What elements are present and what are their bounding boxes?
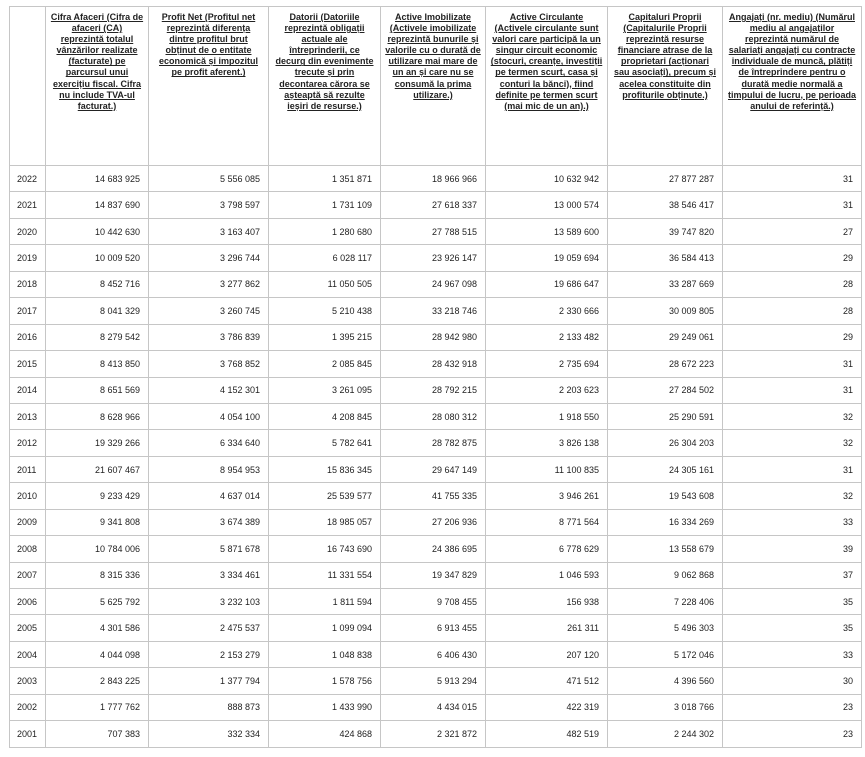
profit-net-cell: 3 277 862 <box>149 271 269 297</box>
active-circulante-cell: 482 519 <box>486 721 608 747</box>
year-cell: 2010 <box>10 483 46 509</box>
active-circulante-cell: 11 100 835 <box>486 456 608 482</box>
table-row <box>10 271 862 297</box>
angajati-cell: 31 <box>723 192 862 218</box>
capitaluri-proprii-cell: 33 287 669 <box>608 271 723 297</box>
table-body <box>10 166 862 748</box>
active-circulante-cell: 10 632 942 <box>486 166 608 192</box>
active-imobilizate-cell: 5 913 294 <box>381 668 486 694</box>
cifra-afaceri-cell: 19 329 266 <box>46 430 149 456</box>
capitaluri-proprii-cell: 2 244 302 <box>608 721 723 747</box>
capitaluri-proprii-cell: 19 543 608 <box>608 483 723 509</box>
table-row <box>10 615 862 641</box>
financial-data-table <box>9 6 862 748</box>
table-row <box>10 589 862 615</box>
table-row <box>10 298 862 324</box>
capitaluri-proprii-cell: 25 290 591 <box>608 403 723 429</box>
datorii-cell: 1 099 094 <box>269 615 381 641</box>
profit-net-cell: 3 674 389 <box>149 509 269 535</box>
angajati-cell: 29 <box>723 324 862 350</box>
active-imobilizate-cell: 9 708 455 <box>381 589 486 615</box>
active-imobilizate-cell: 27 618 337 <box>381 192 486 218</box>
datorii-cell: 1 351 871 <box>269 166 381 192</box>
cifra-afaceri-cell: 8 279 542 <box>46 324 149 350</box>
profit-net-cell: 4 152 301 <box>149 377 269 403</box>
active-imobilizate-cell: 27 206 936 <box>381 509 486 535</box>
active-circulante-cell: 422 319 <box>486 694 608 720</box>
datorii-cell: 1 048 838 <box>269 641 381 667</box>
angajati-cell: 35 <box>723 615 862 641</box>
active-imobilizate-cell: 41 755 335 <box>381 483 486 509</box>
profit-net-cell: 1 377 794 <box>149 668 269 694</box>
cifra-afaceri-cell: 8 413 850 <box>46 351 149 377</box>
table-row <box>10 166 862 192</box>
year-cell: 2006 <box>10 589 46 615</box>
table-row <box>10 483 862 509</box>
table-row <box>10 324 862 350</box>
datorii-cell: 4 208 845 <box>269 403 381 429</box>
cifra-afaceri-cell: 5 625 792 <box>46 589 149 615</box>
active-imobilizate-cell: 28 792 215 <box>381 377 486 403</box>
year-cell: 2005 <box>10 615 46 641</box>
angajati-cell: 31 <box>723 377 862 403</box>
cifra-afaceri-cell: 4 044 098 <box>46 641 149 667</box>
active-circulante-header: Active Circulante (Activele circulante sunt valori care participă la un singur circuit economic (stocuri, creanțe, investiții pe termen scurt, casa și conturi la bănci), fiind definite pe termen scurt (mai mic de un an).) <box>486 7 608 166</box>
capitaluri-proprii-cell: 36 584 413 <box>608 245 723 271</box>
profit-net-cell: 5 556 085 <box>149 166 269 192</box>
profit-net-cell: 8 954 953 <box>149 456 269 482</box>
active-circulante-cell: 19 686 647 <box>486 271 608 297</box>
cifra-afaceri-cell: 4 301 586 <box>46 615 149 641</box>
table-row <box>10 192 862 218</box>
active-imobilizate-cell: 28 942 980 <box>381 324 486 350</box>
year-cell: 2021 <box>10 192 46 218</box>
year-cell: 2018 <box>10 271 46 297</box>
active-circulante-cell: 2 203 623 <box>486 377 608 403</box>
year-cell: 2019 <box>10 245 46 271</box>
active-circulante-cell: 1 918 550 <box>486 403 608 429</box>
active-imobilizate-cell: 6 406 430 <box>381 641 486 667</box>
cifra-afaceri-cell: 707 383 <box>46 721 149 747</box>
angajati-cell: 32 <box>723 430 862 456</box>
capitaluri-proprii-cell: 30 009 805 <box>608 298 723 324</box>
active-circulante-cell: 8 771 564 <box>486 509 608 535</box>
year-cell: 2020 <box>10 218 46 244</box>
active-circulante-cell: 3 826 138 <box>486 430 608 456</box>
table-row <box>10 430 862 456</box>
cifra-afaceri-cell: 10 442 630 <box>46 218 149 244</box>
table-row <box>10 721 862 747</box>
angajati-cell: 35 <box>723 589 862 615</box>
year-cell: 2017 <box>10 298 46 324</box>
active-circulante-cell: 13 589 600 <box>486 218 608 244</box>
profit-net-cell: 3 798 597 <box>149 192 269 218</box>
profit-net-cell: 3 232 103 <box>149 589 269 615</box>
capitaluri-proprii-cell: 24 305 161 <box>608 456 723 482</box>
angajati-cell: 33 <box>723 509 862 535</box>
active-imobilizate-cell: 6 913 455 <box>381 615 486 641</box>
datorii-cell: 18 985 057 <box>269 509 381 535</box>
capitaluri-proprii-cell: 5 496 303 <box>608 615 723 641</box>
financial-table-container <box>9 6 862 748</box>
table-row <box>10 668 862 694</box>
angajati-cell: 37 <box>723 562 862 588</box>
cifra-afaceri-cell: 8 628 966 <box>46 403 149 429</box>
table-row <box>10 351 862 377</box>
profit-net-cell: 6 334 640 <box>149 430 269 456</box>
datorii-cell: 11 331 554 <box>269 562 381 588</box>
active-circulante-cell: 2 133 482 <box>486 324 608 350</box>
active-imobilizate-cell: 18 966 966 <box>381 166 486 192</box>
table-row <box>10 456 862 482</box>
capitaluri-proprii-cell: 38 546 417 <box>608 192 723 218</box>
active-imobilizate-cell: 28 080 312 <box>381 403 486 429</box>
active-imobilizate-cell: 24 386 695 <box>381 536 486 562</box>
datorii-cell: 16 743 690 <box>269 536 381 562</box>
active-imobilizate-cell: 29 647 149 <box>381 456 486 482</box>
angajati-cell: 29 <box>723 245 862 271</box>
angajati-cell: 32 <box>723 403 862 429</box>
table-row <box>10 536 862 562</box>
capitaluri-proprii-cell: 27 877 287 <box>608 166 723 192</box>
active-circulante-cell: 156 938 <box>486 589 608 615</box>
profit-net-cell: 3 334 461 <box>149 562 269 588</box>
year-cell: 2022 <box>10 166 46 192</box>
datorii-cell: 5 210 438 <box>269 298 381 324</box>
active-imobilizate-header: Active Imobilizate (Activele imobilizate reprezintă bunurile și valorile cu o durată de utilizare mai mare de un an și care nu se consumă la prima utilizare.) <box>381 7 486 166</box>
profit-net-cell: 4 054 100 <box>149 403 269 429</box>
active-imobilizate-cell: 24 967 098 <box>381 271 486 297</box>
active-imobilizate-cell: 28 782 875 <box>381 430 486 456</box>
angajati-cell: 33 <box>723 641 862 667</box>
datorii-cell: 1 578 756 <box>269 668 381 694</box>
datorii-cell: 1 811 594 <box>269 589 381 615</box>
profit-net-header: Profit Net (Profitul net reprezintă diferența dintre profitul brut obținut de o entitate economică și impozitul pe profit aferent.) <box>149 7 269 166</box>
cifra-afaceri-cell: 2 843 225 <box>46 668 149 694</box>
angajati-cell: 31 <box>723 166 862 192</box>
profit-net-cell: 888 873 <box>149 694 269 720</box>
profit-net-cell: 5 871 678 <box>149 536 269 562</box>
cifra-afaceri-header: Cifra Afaceri (Cifra de afaceri (CA) reprezintă totalul vânzărilor realizate (facturate) pe parcursul unui exercițiu fiscal. Cifra nu include TVA-ul facturat.) <box>46 7 149 166</box>
profit-net-cell: 3 768 852 <box>149 351 269 377</box>
active-circulante-cell: 1 046 593 <box>486 562 608 588</box>
year-cell: 2011 <box>10 456 46 482</box>
capitaluri-proprii-cell: 29 249 061 <box>608 324 723 350</box>
cifra-afaceri-cell: 8 651 569 <box>46 377 149 403</box>
cifra-afaceri-cell: 10 009 520 <box>46 245 149 271</box>
active-imobilizate-cell: 2 321 872 <box>381 721 486 747</box>
angajati-cell: 28 <box>723 298 862 324</box>
profit-net-cell: 3 296 744 <box>149 245 269 271</box>
table-row <box>10 245 862 271</box>
active-circulante-cell: 261 311 <box>486 615 608 641</box>
capitaluri-proprii-cell: 16 334 269 <box>608 509 723 535</box>
active-circulante-cell: 3 946 261 <box>486 483 608 509</box>
active-circulante-cell: 13 000 574 <box>486 192 608 218</box>
datorii-cell: 2 085 845 <box>269 351 381 377</box>
active-circulante-cell: 2 735 694 <box>486 351 608 377</box>
table-row <box>10 694 862 720</box>
active-imobilizate-cell: 4 434 015 <box>381 694 486 720</box>
profit-net-cell: 4 637 014 <box>149 483 269 509</box>
year-cell: 2009 <box>10 509 46 535</box>
active-circulante-cell: 19 059 694 <box>486 245 608 271</box>
table-row <box>10 509 862 535</box>
profit-net-cell: 2 475 537 <box>149 615 269 641</box>
datorii-header: Datorii (Datoriile reprezintă obligații actuale ale întreprinderii, ce decurg din evenimente trecute și prin decontarea cărora se așteaptă să rezulte ieșiri de resurse.) <box>269 7 381 166</box>
capitaluri-proprii-cell: 39 747 820 <box>608 218 723 244</box>
profit-net-cell: 3 260 745 <box>149 298 269 324</box>
datorii-cell: 25 539 577 <box>269 483 381 509</box>
year-cell: 2002 <box>10 694 46 720</box>
cifra-afaceri-cell: 9 233 429 <box>46 483 149 509</box>
capitaluri-proprii-cell: 4 396 560 <box>608 668 723 694</box>
profit-net-cell: 2 153 279 <box>149 641 269 667</box>
datorii-cell: 1 280 680 <box>269 218 381 244</box>
capitaluri-proprii-cell: 7 228 406 <box>608 589 723 615</box>
cifra-afaceri-cell: 14 683 925 <box>46 166 149 192</box>
table-header-row <box>10 7 862 166</box>
year-cell: 2008 <box>10 536 46 562</box>
datorii-cell: 15 836 345 <box>269 456 381 482</box>
active-imobilizate-cell: 27 788 515 <box>381 218 486 244</box>
capitaluri-proprii-header: Capitaluri Proprii (Capitalurile Proprii reprezintă resurse financiare atrase de la proprietari (acționari sau asociați), precum și acelea constituite din profiturile obținute.) <box>608 7 723 166</box>
year-column-header <box>10 7 46 166</box>
cifra-afaceri-cell: 1 777 762 <box>46 694 149 720</box>
active-imobilizate-cell: 33 218 746 <box>381 298 486 324</box>
datorii-cell: 11 050 505 <box>269 271 381 297</box>
year-cell: 2015 <box>10 351 46 377</box>
capitaluri-proprii-cell: 9 062 868 <box>608 562 723 588</box>
angajati-cell: 28 <box>723 271 862 297</box>
datorii-cell: 1 433 990 <box>269 694 381 720</box>
cifra-afaceri-cell: 8 315 336 <box>46 562 149 588</box>
angajati-header: Angajați (nr. mediu) (Numărul mediu al angajaților reprezintă numărul de salariați angajați cu contracte individuale de muncă, plătiți de întreprindere pentru o durată medie normală a timpului de lucru, pe perioada anului de referință.) <box>723 7 862 166</box>
year-cell: 2003 <box>10 668 46 694</box>
table-row <box>10 218 862 244</box>
profit-net-cell: 3 786 839 <box>149 324 269 350</box>
table-row <box>10 562 862 588</box>
datorii-cell: 1 731 109 <box>269 192 381 218</box>
angajati-cell: 27 <box>723 218 862 244</box>
angajati-cell: 23 <box>723 721 862 747</box>
cifra-afaceri-cell: 8 041 329 <box>46 298 149 324</box>
table-row <box>10 403 862 429</box>
cifra-afaceri-cell: 10 784 006 <box>46 536 149 562</box>
year-cell: 2012 <box>10 430 46 456</box>
datorii-cell: 3 261 095 <box>269 377 381 403</box>
year-cell: 2001 <box>10 721 46 747</box>
cifra-afaceri-cell: 21 607 467 <box>46 456 149 482</box>
active-circulante-cell: 2 330 666 <box>486 298 608 324</box>
active-circulante-cell: 471 512 <box>486 668 608 694</box>
active-circulante-cell: 6 778 629 <box>486 536 608 562</box>
datorii-cell: 1 395 215 <box>269 324 381 350</box>
year-cell: 2004 <box>10 641 46 667</box>
angajati-cell: 23 <box>723 694 862 720</box>
capitaluri-proprii-cell: 26 304 203 <box>608 430 723 456</box>
year-cell: 2016 <box>10 324 46 350</box>
angajati-cell: 30 <box>723 668 862 694</box>
datorii-cell: 5 782 641 <box>269 430 381 456</box>
angajati-cell: 32 <box>723 483 862 509</box>
capitaluri-proprii-cell: 13 558 679 <box>608 536 723 562</box>
active-imobilizate-cell: 28 432 918 <box>381 351 486 377</box>
capitaluri-proprii-cell: 5 172 046 <box>608 641 723 667</box>
capitaluri-proprii-cell: 27 284 502 <box>608 377 723 403</box>
year-cell: 2013 <box>10 403 46 429</box>
datorii-cell: 6 028 117 <box>269 245 381 271</box>
capitaluri-proprii-cell: 3 018 766 <box>608 694 723 720</box>
table-row <box>10 641 862 667</box>
angajati-cell: 39 <box>723 536 862 562</box>
datorii-cell: 424 868 <box>269 721 381 747</box>
year-cell: 2007 <box>10 562 46 588</box>
cifra-afaceri-cell: 14 837 690 <box>46 192 149 218</box>
capitaluri-proprii-cell: 28 672 223 <box>608 351 723 377</box>
cifra-afaceri-cell: 8 452 716 <box>46 271 149 297</box>
table-row <box>10 377 862 403</box>
profit-net-cell: 332 334 <box>149 721 269 747</box>
profit-net-cell: 3 163 407 <box>149 218 269 244</box>
angajati-cell: 31 <box>723 456 862 482</box>
active-imobilizate-cell: 23 926 147 <box>381 245 486 271</box>
angajati-cell: 31 <box>723 351 862 377</box>
active-circulante-cell: 207 120 <box>486 641 608 667</box>
year-cell: 2014 <box>10 377 46 403</box>
active-imobilizate-cell: 19 347 829 <box>381 562 486 588</box>
cifra-afaceri-cell: 9 341 808 <box>46 509 149 535</box>
